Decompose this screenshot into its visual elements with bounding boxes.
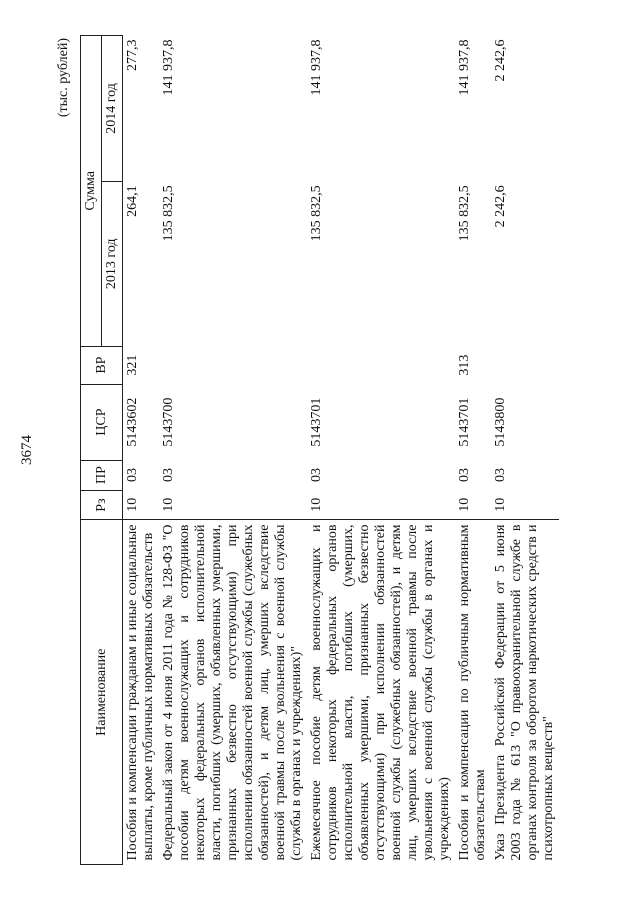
- row-rz: 10: [457, 497, 472, 512]
- row-vr: [159, 346, 307, 384]
- table-row: [455, 36, 491, 865]
- row-pr: 03: [309, 468, 324, 483]
- row-csr: 5143800: [493, 397, 508, 447]
- row-sum-2013: 2 242,6: [493, 185, 508, 228]
- table-row: [491, 36, 559, 865]
- row-name: Пособия и компенсации по публичным нормативным обязательствам: [455, 520, 491, 865]
- header-pr: ПР: [81, 460, 123, 490]
- row-sum-2013: 264,1: [125, 185, 140, 217]
- row-vr: 321: [125, 354, 140, 376]
- row-pr: 03: [125, 468, 140, 483]
- table-row: [159, 36, 307, 865]
- row-pr: 03: [457, 468, 472, 483]
- page-number: 3674: [19, 435, 35, 465]
- units-label: (тыс. рублей): [56, 38, 71, 118]
- header-vr: ВР: [81, 346, 123, 384]
- row-name: Указ Президента Российской Федерации от 5 июня 2003 года № 613 "О правоохранительной службе в органах контроля за оборотом наркотических средств и психотропных веществ": [491, 520, 559, 865]
- budget-table: [80, 35, 559, 865]
- header-rz: Рз: [81, 490, 123, 520]
- row-sum-2013: 135 832,5: [457, 185, 472, 242]
- row-pr: 03: [493, 468, 508, 483]
- row-name: Ежемесячное пособие детям военнослужащих и сотрудников некоторых федеральных органов исполнительной власти, погибших (умерших, объявленных умершими, признанных безвестно отсутствующими) при исполнении обязанностей военной службы (служебных обязанностей), и детям лиц, умерших вследствие военной травмы после увольнения с военной службы (службы в органах и учреждениях): [307, 520, 455, 865]
- header-name: Наименование: [81, 520, 123, 865]
- row-pr: 03: [161, 468, 176, 483]
- header-2013: 2013 год: [102, 181, 123, 346]
- row-vr: [307, 346, 455, 384]
- row-rz: 10: [161, 497, 176, 512]
- table-row: [307, 36, 455, 865]
- header-2014: 2014 год: [102, 36, 123, 182]
- row-vr: [491, 346, 559, 384]
- row-csr: 5143602: [125, 397, 140, 447]
- row-csr: 5143701: [457, 397, 472, 447]
- row-name: Федеральный закон от 4 июня 2011 года № 128-ФЗ "О пособии детям военнослужащих и сотрудников некоторых федеральных органов исполнительной власти, погибших (умерших, объявленных умершими, признанных безвестно отсутствующими) при исполнении обязанностей военной службы (служебных обязанностей), и детям лиц, умерших вследствие военной травмы после увольнения с военной службы (службы в органах и учреждениях)": [159, 520, 307, 865]
- row-rz: 10: [309, 497, 324, 512]
- row-sum-2014: 141 937,8: [457, 39, 472, 96]
- row-sum-2014: 141 937,8: [309, 39, 324, 96]
- row-csr: 5143700: [161, 397, 176, 447]
- row-rz: 10: [125, 497, 140, 512]
- header-csr: ЦСР: [81, 384, 123, 460]
- row-csr: 5143701: [309, 397, 324, 447]
- table-row: [123, 36, 160, 865]
- row-sum-2014: 2 242,6: [493, 39, 508, 82]
- row-vr: 313: [457, 354, 472, 376]
- row-sum-2014: 277,3: [125, 39, 140, 71]
- row-name: Пособия и компенсации гражданам и иные социальные выплаты, кроме публичных нормативных обязательств: [123, 520, 160, 865]
- row-sum-2014: 141 937,8: [161, 39, 176, 96]
- header-sum: Сумма: [81, 36, 102, 347]
- row-sum-2013: 135 832,5: [309, 185, 324, 242]
- row-sum-2013: 135 832,5: [161, 185, 176, 242]
- row-rz: 10: [493, 497, 508, 512]
